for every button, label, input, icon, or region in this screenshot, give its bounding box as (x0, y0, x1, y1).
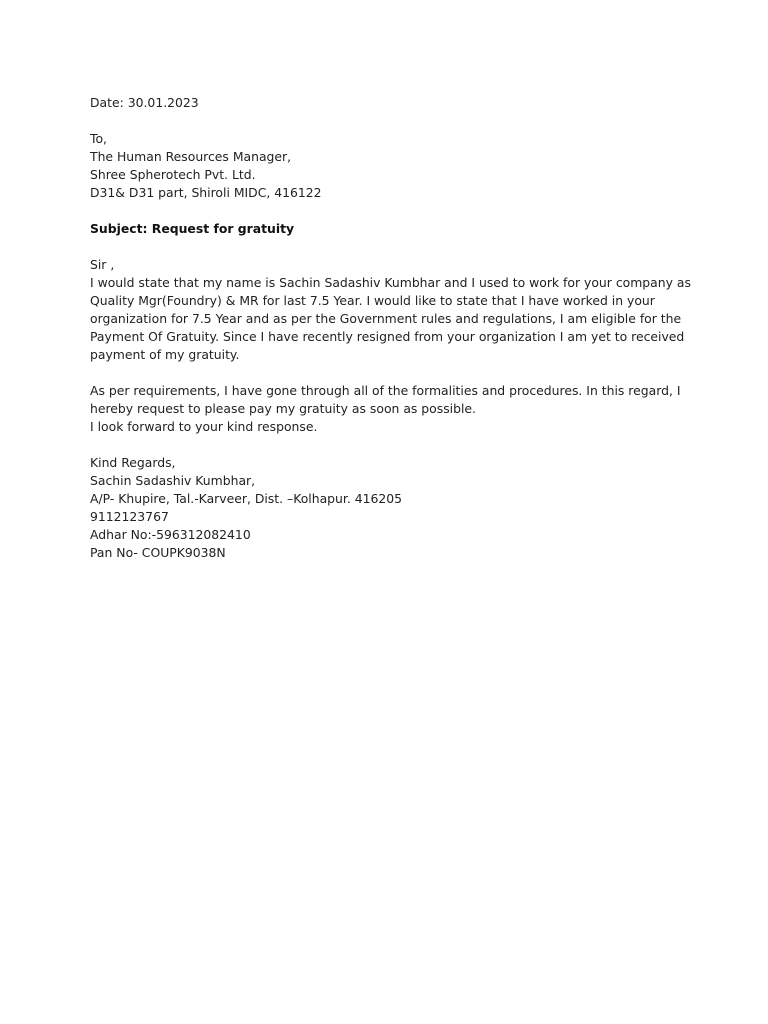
paragraph-line: payment of my gratuity. (90, 347, 240, 362)
spacer (90, 202, 660, 220)
spacer (90, 436, 660, 454)
sender-address: A/P- Khupire, Tal.-Karveer, Dist. –Kolhapur. 416205 (90, 491, 403, 506)
sender-pan: Pan No- COUPK9038N (90, 545, 226, 560)
recipient-block (90, 130, 660, 202)
sender-name: Sachin Sadashiv Kumbhar, (90, 473, 256, 488)
recipient-address: D31& D31 part, Shiroli MIDC, 416122 (90, 185, 322, 200)
closing-line: I look forward to your kind response. (90, 419, 318, 434)
spacer (90, 112, 660, 130)
letter-page (90, 94, 691, 562)
recipient-title: The Human Resources Manager, (90, 149, 292, 164)
recipient-company: Shree Spherotech Pvt. Ltd. (90, 167, 256, 182)
recipient-to: To, (90, 131, 107, 146)
sender-adhar: Adhar No:-596312082410 (90, 527, 251, 542)
paragraph-line: organization for 7.5 Year and as per the Government rules and regulations, I am eligible for the (90, 311, 682, 326)
paragraph-line: hereby request to please pay my gratuity as soon as possible. (90, 401, 476, 416)
paragraph-line: Payment Of Gratuity. Since I have recently resigned from your organization I am yet to received (90, 329, 685, 344)
letter-date: Date: 30.01.2023 (90, 95, 199, 110)
body-paragraph-2 (90, 382, 681, 418)
paragraph-line: As per requirements, I have gone through all of the formalities and procedures. In this regard, I (90, 383, 681, 398)
paragraph-line: Quality Mgr(Foundry) & MR for last 7.5 Year. I would like to state that I have worked in your (90, 293, 655, 308)
spacer (90, 238, 660, 256)
letter-subject: Subject: Request for gratuity (90, 221, 295, 236)
signoff-block (90, 454, 660, 562)
salutation: Sir , (90, 257, 115, 272)
body-paragraph-1 (90, 274, 691, 364)
paragraph-line: I would state that my name is Sachin Sadashiv Kumbhar and I used to work for your company as (90, 275, 691, 290)
spacer (90, 364, 660, 382)
sender-phone: 9112123767 (90, 509, 169, 524)
signoff-regards: Kind Regards, (90, 455, 176, 470)
